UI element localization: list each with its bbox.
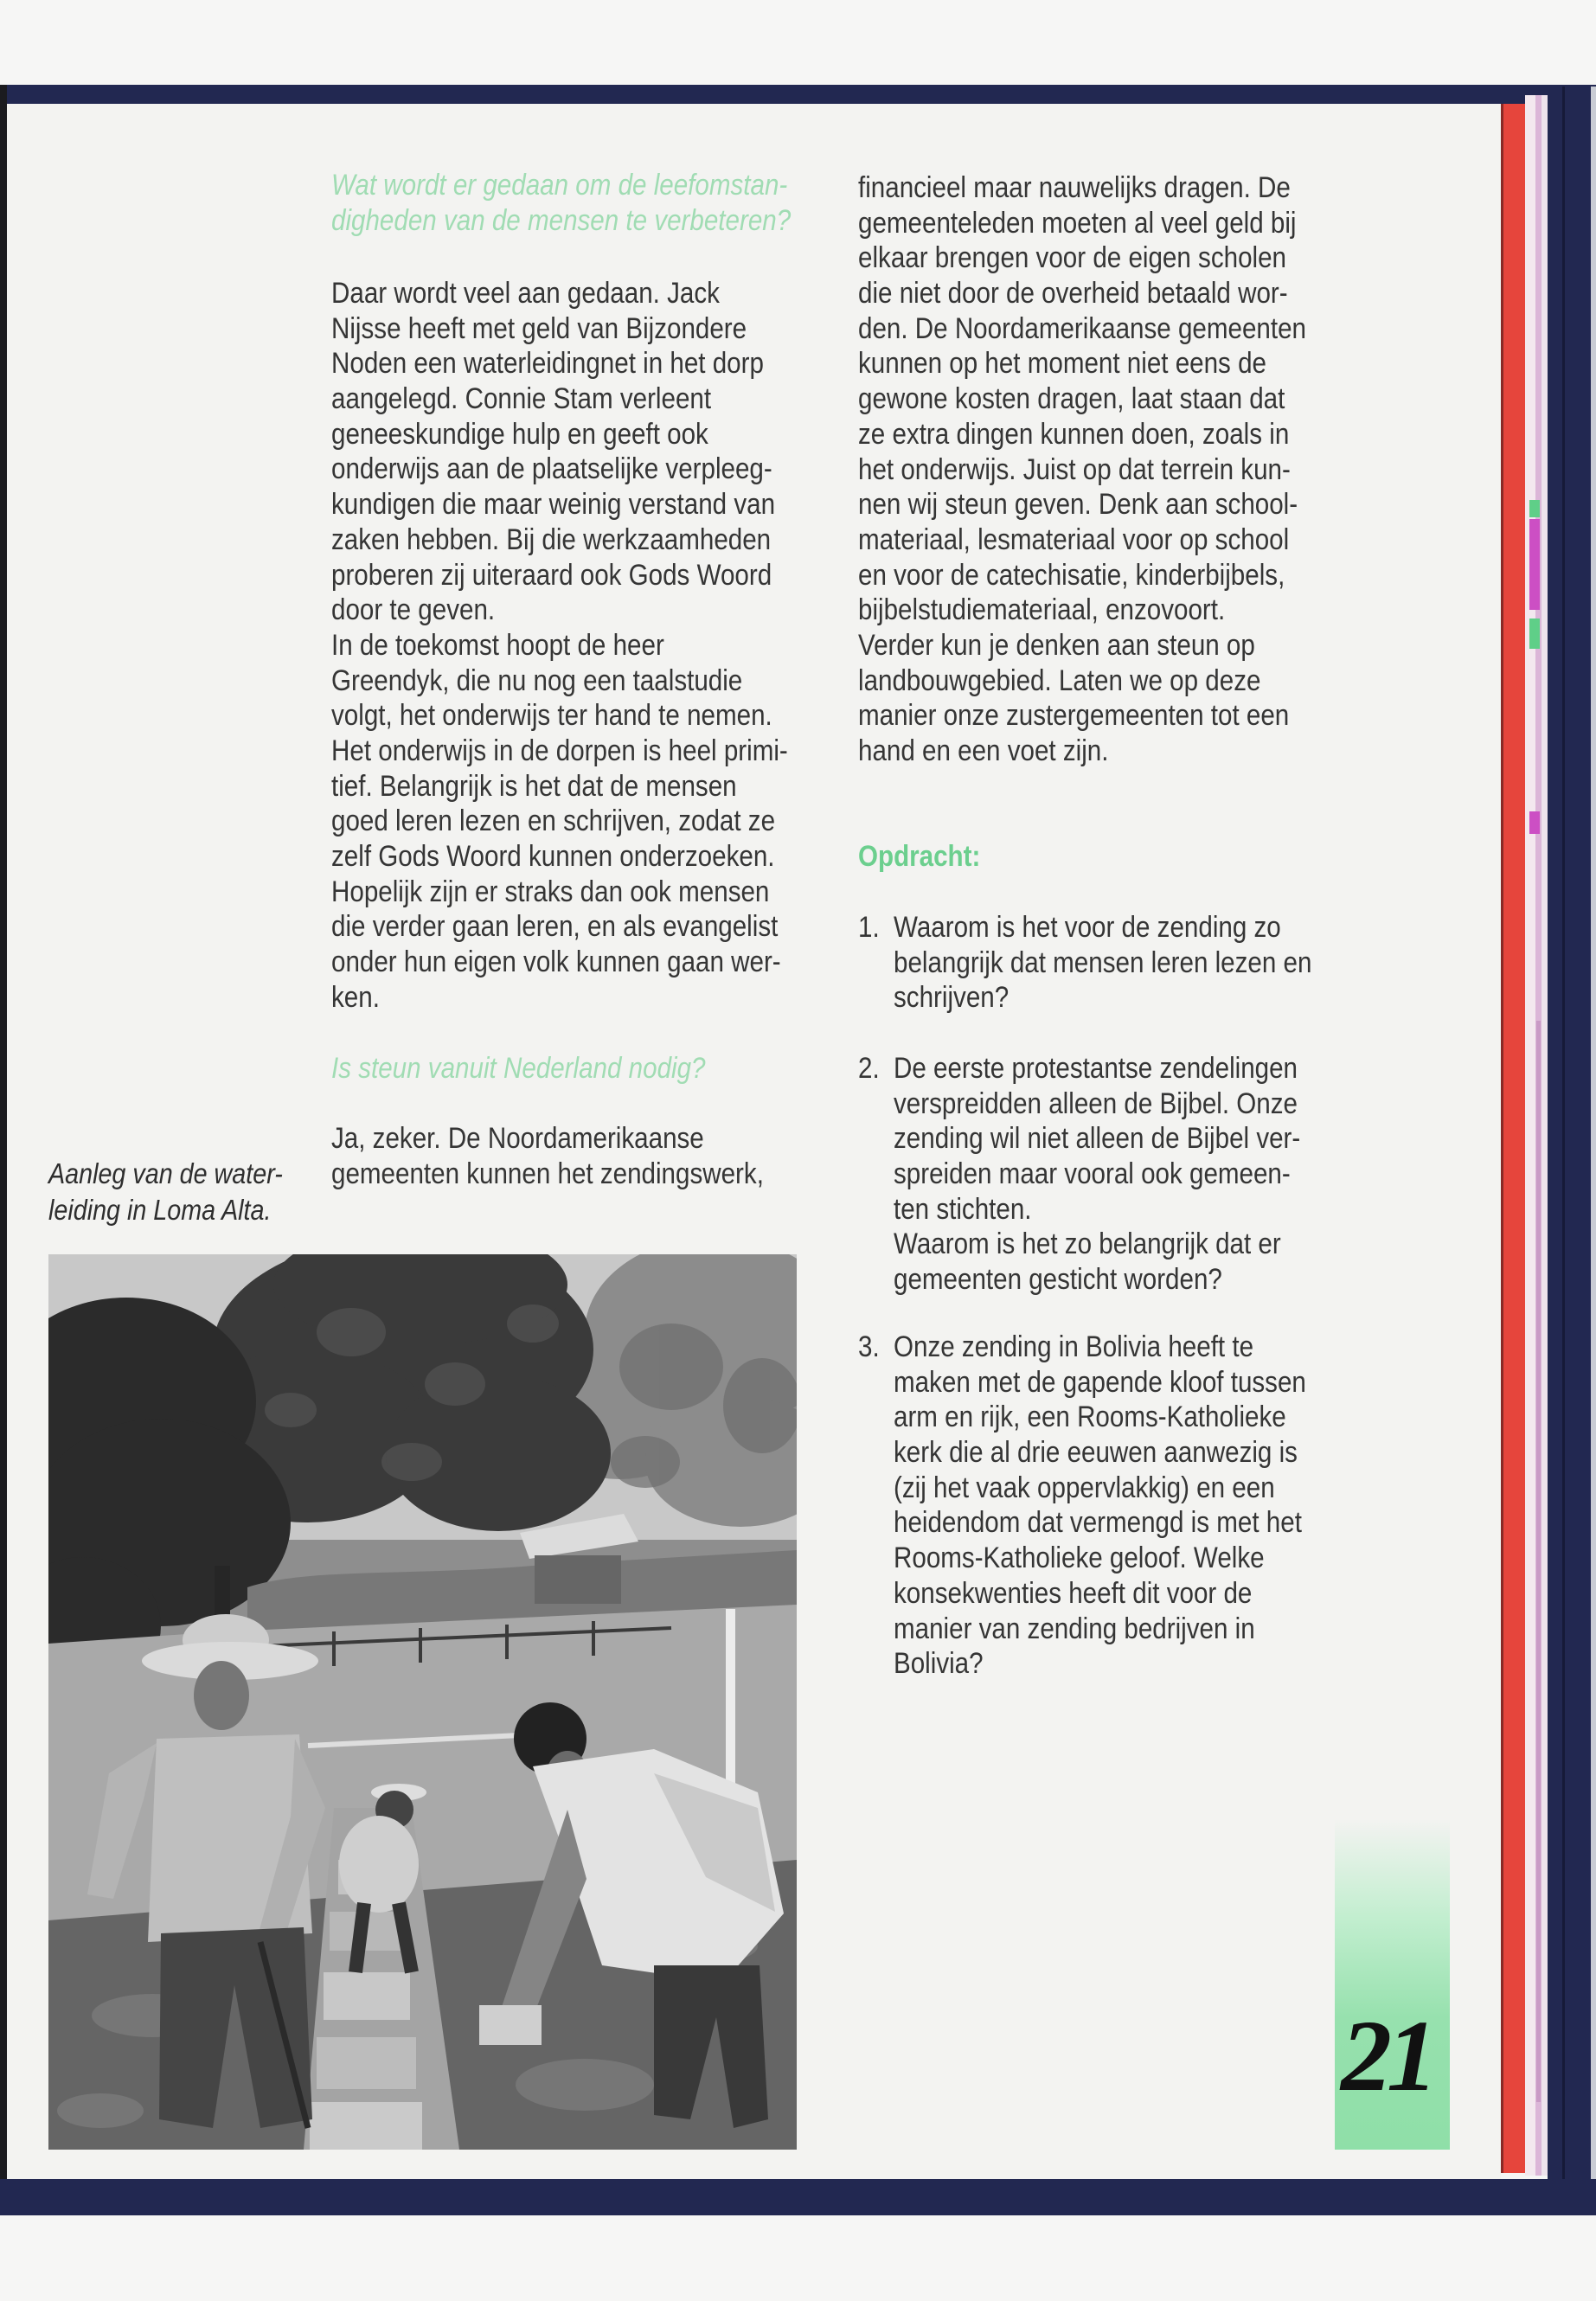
question-line: Waarom is het zo belangrijk dat er xyxy=(894,1227,1281,1261)
heading-line: Is steun vanuit Nederland nodig? xyxy=(331,1052,706,1085)
text-line: materiaal, lesmateriaal voor op school xyxy=(858,522,1290,556)
text-line: gemeenteleden moeten al veel geld bij xyxy=(858,206,1297,240)
text-line: Hopelijk zijn er straks dan ook mensen xyxy=(331,875,770,908)
page-number: 21 xyxy=(1341,1999,1433,2112)
question-number: 3. xyxy=(858,1330,880,1363)
photo-water-pipe-construction xyxy=(48,1254,797,2150)
text-line: die verder gaan leren, en als evangelist xyxy=(331,910,779,944)
text-line: die niet door de overheid betaald wor- xyxy=(858,277,1288,311)
text-line: hand en een voet zijn. xyxy=(858,734,1109,767)
text-line: proberen zij uiteraard ook Gods Woord xyxy=(331,558,772,592)
question-line: heidendom dat vermengd is met het xyxy=(894,1506,1302,1540)
page-stack-line xyxy=(1536,1021,1541,2102)
question-line: arm en rijk, een Rooms-Katholieke xyxy=(894,1400,1286,1434)
text-line: Daar wordt veel aan gedaan. Jack xyxy=(331,277,720,310)
text-line: Nijsse heeft met geld van Bijzondere xyxy=(331,311,747,345)
text-line: den. De Noordamerikaanse gemeenten xyxy=(858,311,1306,345)
heading-line: Wat wordt er gedaan om de leefomstan- xyxy=(331,169,788,202)
text-line: geneeskundige hulp en geeft ook xyxy=(331,417,708,451)
text-line: onder hun eigen volk kunnen gaan wer- xyxy=(331,945,781,979)
text-line: door te geven. xyxy=(331,593,496,627)
photo-caption xyxy=(48,1156,325,1228)
text-line: het onderwijs. Juist op dat terrein kun- xyxy=(858,452,1291,486)
assignment-heading xyxy=(858,839,1118,875)
caption-line: Aanleg van de water- xyxy=(48,1157,283,1189)
question-line: schrijven? xyxy=(894,981,1010,1015)
question-line: Bolivia? xyxy=(894,1647,984,1681)
question-line: Rooms-Katholieke geloof. Welke xyxy=(894,1541,1265,1575)
page-tab-marker xyxy=(1529,500,1540,517)
heading-living-conditions xyxy=(331,168,816,238)
text-line: onderwijs aan de plaatselijke verpleeg- xyxy=(331,452,772,486)
question-number: 1. xyxy=(858,911,880,944)
text-line: In de toekomst hoopt de heer xyxy=(331,628,664,662)
text-line: volgt, het onderwijs ter hand te nemen. xyxy=(331,699,772,733)
heading-support-needed xyxy=(331,1051,816,1086)
spine-edge xyxy=(1591,87,1596,2215)
cover-edge-top xyxy=(0,85,1596,104)
text-line: kundigen die maar weinig verstand van xyxy=(331,488,776,522)
question-line: manier van zending bedrijven in xyxy=(894,1612,1255,1645)
page-stack-edge xyxy=(1542,95,1548,2176)
question-line: Waarom is het voor de zending zo xyxy=(894,911,1281,944)
text-line: gemeenten kunnen het zendingswerk, xyxy=(331,1157,764,1190)
page-tab-marker xyxy=(1529,811,1540,834)
red-page-edge xyxy=(1501,104,1525,2173)
heading-line: digheden van de mensen te verbeteren? xyxy=(331,203,792,237)
text-line: tief. Belangrijk is het dat de mensen xyxy=(331,769,737,803)
text-line: aangelegd. Connie Stam verleent xyxy=(331,382,712,416)
caption-line: leiding in Loma Alta. xyxy=(48,1194,272,1226)
text-line: landbouwgebied. Laten we op deze xyxy=(858,663,1261,697)
question-line: (zij het vaak oppervlakkig) en een xyxy=(894,1471,1275,1504)
text-line: zelf Gods Woord kunnen onderzoeken. xyxy=(331,840,775,873)
text-line: Verder kun je denken aan steun op xyxy=(858,628,1255,662)
question-line: spreiden maar vooral ook gemeen- xyxy=(894,1157,1291,1191)
text-line: Noden een waterleidingnet in het dorp xyxy=(331,347,764,381)
question-number: 2. xyxy=(858,1052,880,1085)
text-line: gewone kosten dragen, laat staan dat xyxy=(858,382,1285,416)
text-line: bijbelstudiemateriaal, enzovoort. xyxy=(858,593,1226,627)
question-line: De eerste protestantse zendelingen xyxy=(894,1052,1298,1085)
text-line: ken. xyxy=(331,980,380,1014)
question-line: belangrijk dat mensen leren lezen en xyxy=(894,945,1312,979)
question-line: kerk die al drie eeuwen aanwezig is xyxy=(894,1436,1298,1470)
text-line: Ja, zeker. De Noordamerikaanse xyxy=(331,1122,704,1155)
text-line: ze extra dingen kunnen doen, zoals in xyxy=(858,417,1290,451)
question-line: verspreidden alleen de Bijbel. Onze xyxy=(894,1086,1298,1120)
question-line: Onze zending in Bolivia heeft te xyxy=(894,1330,1254,1363)
text-line: goed leren lezen en schrijven, zodat ze xyxy=(331,804,776,838)
text-line: manier onze zustergemeenten tot een xyxy=(858,699,1290,733)
page-tab-marker xyxy=(1529,619,1540,649)
text-line: nen wij steun geven. Denk aan school- xyxy=(858,488,1298,522)
spine-shadow xyxy=(1562,87,1565,2215)
assignment-heading-text: Opdracht: xyxy=(858,840,981,873)
question-line: zending wil niet alleen de Bijbel ver- xyxy=(894,1122,1301,1156)
cover-edge-left xyxy=(0,85,7,2215)
paragraph-right-1 xyxy=(858,170,1343,769)
cover-edge-bottom xyxy=(0,2179,1596,2215)
text-line: Greendyk, die nu nog een taalstudie xyxy=(331,663,743,697)
question-line: konsekwenties heeft dit voor de xyxy=(894,1576,1253,1610)
question-line: gemeenten gesticht worden? xyxy=(894,1263,1222,1297)
text-line: elkaar brengen voor de eigen scholen xyxy=(858,241,1286,275)
text-line: en voor de catechisatie, kinderbijbels, xyxy=(858,558,1285,592)
page-tab-marker xyxy=(1529,519,1540,610)
text-line: zaken hebben. Bij die werkzaamheden xyxy=(331,522,772,556)
text-line: kunnen op het moment niet eens de xyxy=(858,347,1266,381)
paragraph-left-2 xyxy=(331,1121,816,1191)
question-line: maken met de gapende kloof tussen xyxy=(894,1365,1306,1399)
text-line: financieel maar nauwelijks dragen. De xyxy=(858,171,1291,204)
page-stack-edge xyxy=(1525,95,1535,2176)
book-spine xyxy=(1548,87,1591,2215)
text-line: Het onderwijs in de dorpen is heel primi- xyxy=(331,734,788,767)
paragraph-left-1 xyxy=(331,276,816,1015)
question-line: ten stichten. xyxy=(894,1192,1032,1226)
